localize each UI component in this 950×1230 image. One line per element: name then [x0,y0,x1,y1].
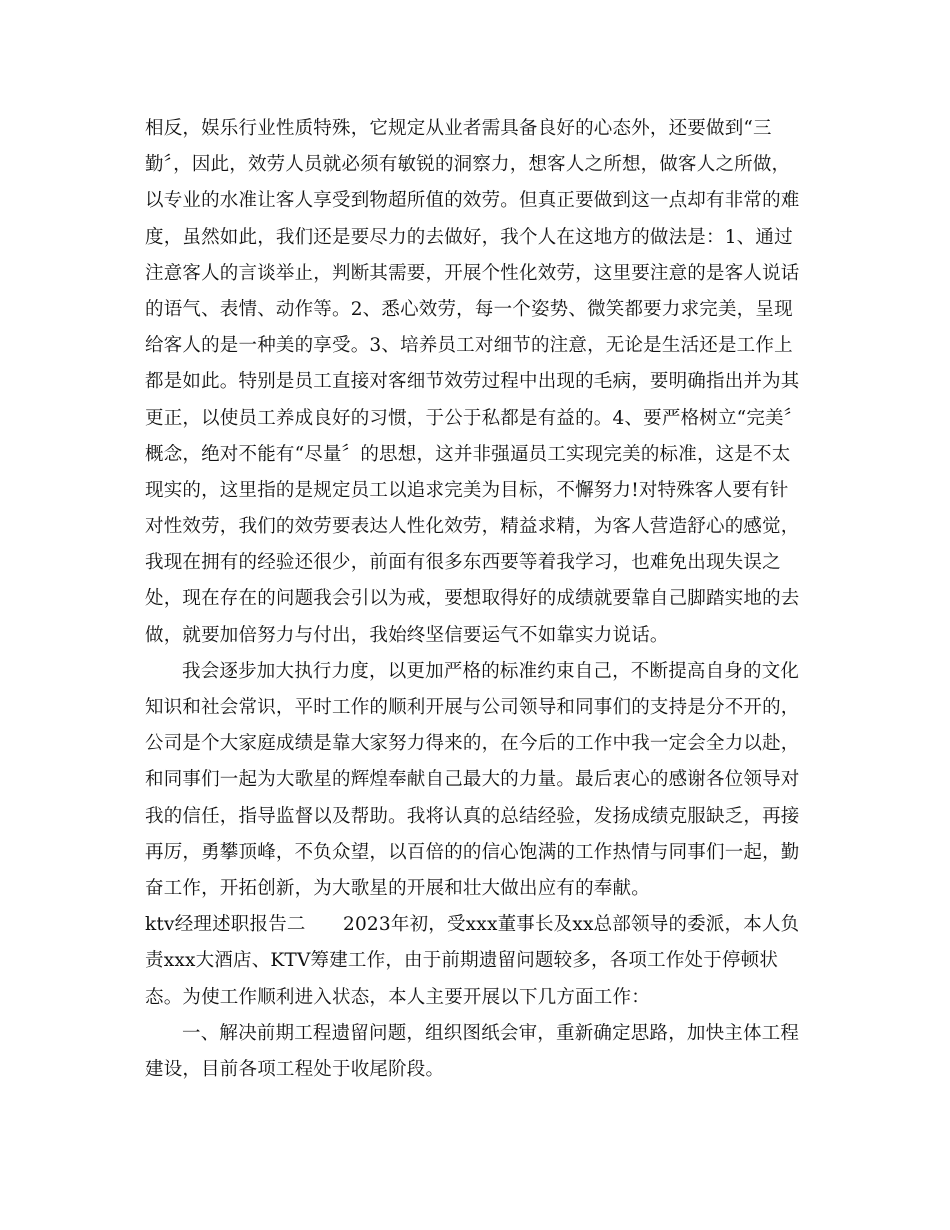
paragraph-item-one [145,1016,805,1088]
text-line: 我的信任，指导监督以及帮助。我将认真的总结经验，发扬成绩克服缺乏，再接 [145,805,800,827]
text-line: 的语气、表情、动作等。2、悉心效劳，每一个姿势、微笑都要力求完美，呈现 [145,298,793,320]
text-line: 度，虽然如此，我们还是要尽力的去做好，我个人在这地方的做法是：1、通过 [145,226,793,248]
text-line: 做，就要加倍努力与付出，我始终坚信要运气不如靠实力说话。 [145,624,669,646]
text-line: 公司是个大家庭成绩是靠大家努力得来的，在今后的工作中我一定会全力以赴， [145,733,800,755]
text-line: 责xxx大酒店、KTV筹建工作，由于前期遗留问题较多，各项工作处于停顿状 [145,950,779,972]
text-line: 给客人的是一种美的享受。3、培养员工对细节的注意，无论是生活还是工作上 [145,335,793,357]
text-line: 处，现在存在的问题我会引以为戒，要想取得好的成绩就要靠自己脚踏实地的去 [145,588,800,610]
text-line: 对性效劳，我们的效劳要表达人性化效劳，精益求精，为客人营造舒心的感觉， [145,516,800,538]
text-line: 更正，以使员工养成良好的习惯，于公于私都是有益的。4、要严格树立“完美〞 [145,407,803,429]
text-line: 建设，目前各项工程处于收尾阶段。 [145,1058,445,1080]
text-line: 注意客人的言谈举止，判断其需要，开展个性化效劳，这里要注意的是客人说话 [145,262,800,284]
paragraph-report-two-intro [145,907,805,1016]
text-line: 现实的，这里指的是规定员工以追求完美为目标，不懈努力!对特殊客人要有针 [145,479,789,501]
text-line: 以专业的水准让客人享受到物超所值的效劳。但真正要做到这一点却有非常的难 [145,190,800,212]
document-body [145,111,805,1088]
text-line: 知识和社会常识，平时工作的顺利开展与公司领导和同事们的支持是分不开的， [145,697,800,718]
text-line: 一、解决前期工程遗留问题，组织图纸会审，重新确定思路，加快主体工程 [182,1022,800,1044]
text-line: 概念，绝对不能有“尽量〞的思想，这并非强逼员工实现完美的标准，这是不太 [145,443,791,465]
paragraph-commitment [145,654,805,907]
text-line: 勤〞，因此，效劳人员就必须有敏锐的洞察力，想客人之所想，做客人之所做， [145,154,791,176]
text-line: 我会逐步加大执行力度，以更加严格的标准约束自己，不断提高自身的文化 [182,660,800,682]
text-line: 和同事们一起为大歌星的辉煌奉献自己最大的力量。最后衷心的感谢各位领导对 [145,769,800,791]
text-line: 相反，娱乐行业性质特殊，它规定从业者需具备良好的心态外，还要做到“三 [145,118,772,139]
text-line: 态。为使工作顺利进入状态，本人主要开展以下几方面工作： [145,986,650,1008]
text-line: ktv经理述职报告二 2023年初，受xxx董事长及xx总部领导的委派，本人负 [145,914,800,936]
text-line: 我现在拥有的经验还很少，前面有很多东西要等着我学习，也难免出现失误之 [145,552,781,574]
paragraph-service-approach [145,111,805,654]
text-line: 再厉，勇攀顶峰，不负众望，以百倍的的信心饱满的工作热情与同事们一起，勤 [145,841,800,863]
text-line: 奋工作，开拓创新，为大歌星的开展和壮大做出应有的奉献。 [145,877,650,899]
text-line: 都是如此。特别是员工直接对客细节效劳过程中出现的毛病，要明确指出并为其 [145,371,800,393]
